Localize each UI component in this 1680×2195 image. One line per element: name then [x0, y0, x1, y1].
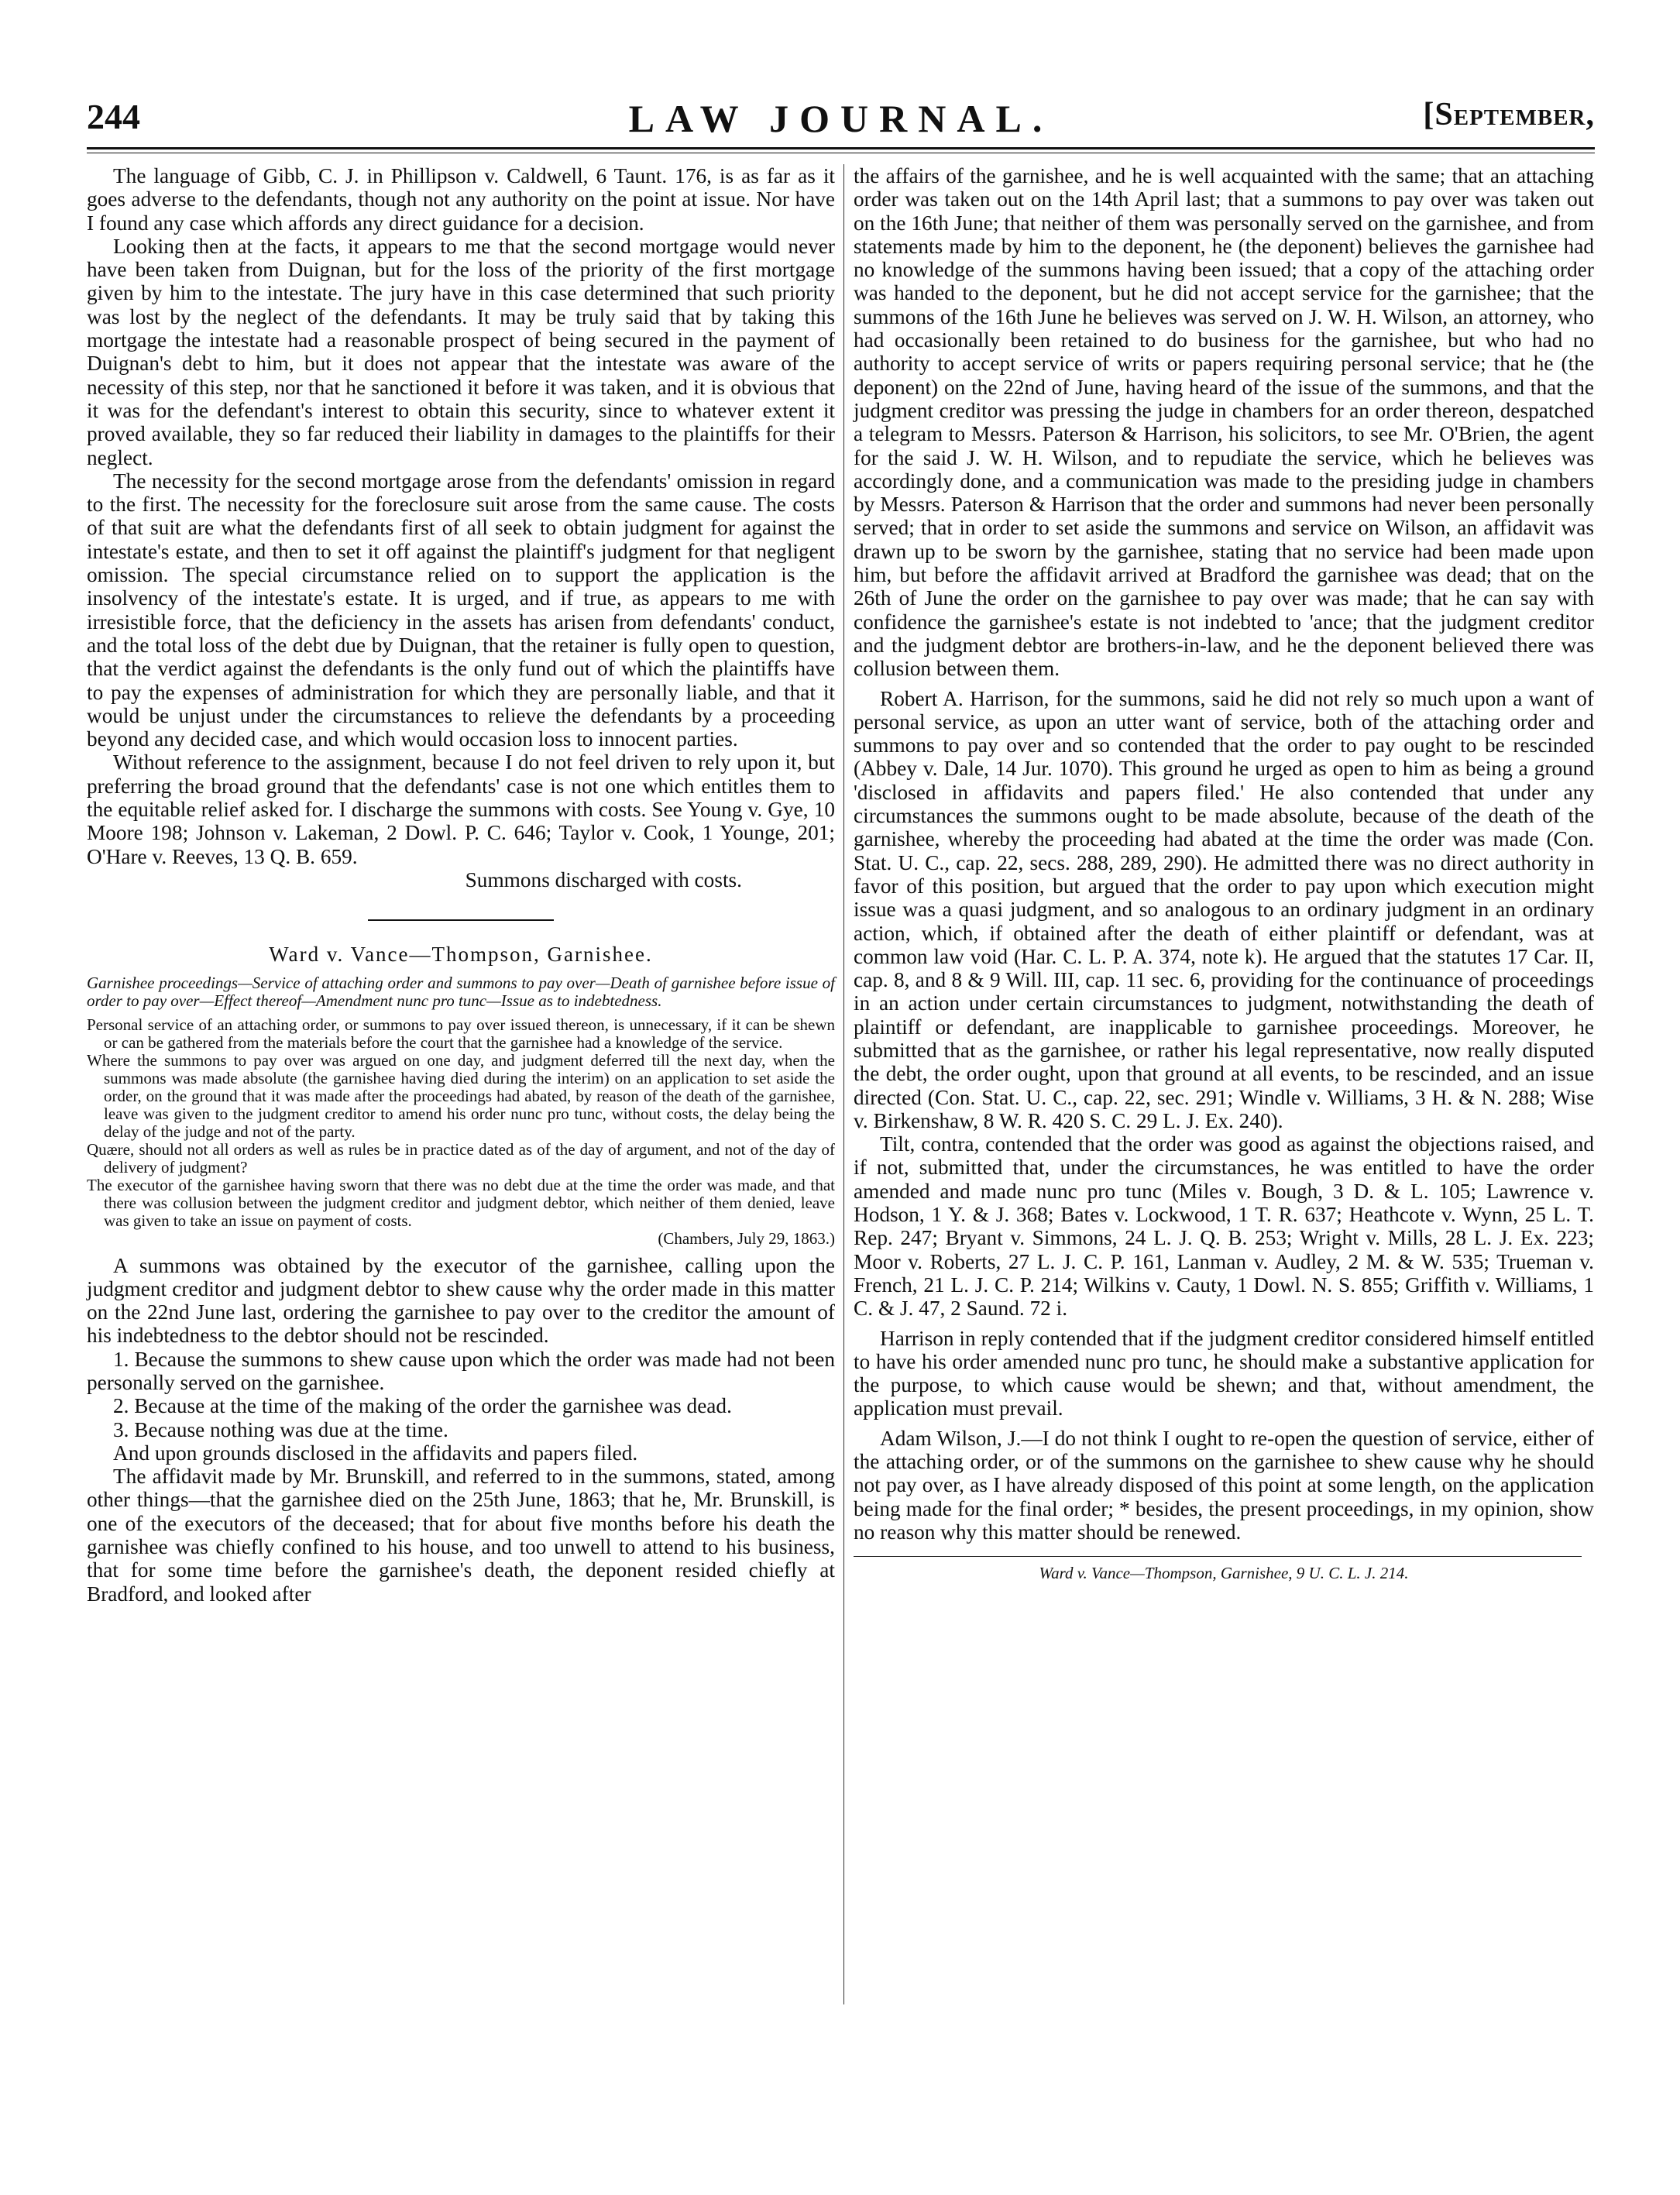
paragraph: The language of Gibb, C. J. in Phillipson v. Caldwell, 6 Taunt. 176, is as far as it goes adverse to the defendants, though not any authority on the point at issue. Nor have I found any case which affords any direct guidance for a decision.	[87, 164, 835, 235]
right-column	[854, 164, 1594, 1583]
paragraph: 2. Because at the time of the making of the order the garnishee was dead.	[113, 1394, 732, 1418]
journal-title: LAW JOURNAL.	[628, 97, 1053, 140]
head-note: Garnishee proceedings—Service of attaching order and summons to pay over—Death of garnishee before issue of order to pay over—Effect thereof—Amendment nunc pro tunc—Issue as to indebtedness.	[87, 973, 835, 1010]
header-month: [September,	[1423, 97, 1595, 132]
summons-discharged: Summons discharged with costs.	[465, 867, 742, 891]
page-number: 244	[87, 97, 140, 136]
paragraph: And upon grounds disclosed in the affidavits and papers filed.	[113, 1441, 638, 1465]
footnote: Ward v. Vance—Thompson, Garnishee, 9 U. C. L. J. 214.	[1039, 1564, 1409, 1583]
paragraph: Harrison in reply contended that if the judgment creditor considered himself entitled to have his order amended nunc pro tunc, he should make a substantive application for the purpose, to which cause would be shewn; and that, without amendment, the application must prevail.	[854, 1326, 1594, 1420]
paragraph: The affidavit made by Mr. Brunskill, and referred to in the summons, stated, among other things—that the garnishee died on the 25th June, 1863; that he, Mr. Brunskill, is one of the executors of the deceased; that for about five months before his death the garnishee was chiefly confined to his house, and too unwell to attend to his business, that for some time before the garnishee's death, the deponent resided chiefly at Bradford, and looked after	[87, 1465, 835, 1606]
syllabus-item: Where the summons to pay over was argued on one day, and judgment deferred till the next day, when the summons was made absolute (the garnishee having died during the interim) on an application to set aside the order, on the ground that it was made after the proceedings had abated, by reason of the death of the garnishee, leave was given to the judgment creditor to amend his order nunc pro tunc, without costs, the delay being the delay of the judge and not of the party.	[87, 1050, 835, 1141]
syllabus-item: Personal service of an attaching order, or summons to pay over issued thereon, is unnecessary, if it can be shewn or can be gathered from the materials before the court that the garnishee had a knowledge of the service.	[87, 1015, 835, 1052]
paragraph: Without reference to the assignment, because I do not feel driven to rely upon it, but preferring the broad ground that the defendants' case is not one which entitles them to the equitable relief asked for. I discharge the summons with costs. See Young v. Gye, 10 Moore 198; Johnson v. Lakeman, 2 Dowl. P. C. 646; Taylor v. Cook, 1 Younge, 201; O'Hare v. Reeves, 13 Q. B. 659.	[87, 751, 835, 868]
syllabus-item: Quære, should not all orders as well as rules be in practice dated as of the day of argument, and not of the day of delivery of judgment?	[87, 1139, 835, 1177]
paragraph: 1. Because the summons to shew cause upon which the order was made had not been personally served on the garnishee.	[87, 1347, 835, 1394]
page-header	[87, 96, 1595, 150]
paragraph: Looking then at the facts, it appears to me that the second mortgage would never have been taken from Duignan, but for the loss of the priority of the first mortgage given by him to the intestate. The jury have in this case determined that such priority was lost by the neglect of the defendants. It may be truly said that by taking this mortgage the intestate had a reasonable prospect of being secured in the payment of Duignan's debt to him, but it does not appear that the intestate was aware of the necessity of this step, nor that he sanctioned it before it was taken, and it is obvious that it was for the defendant's interest to obtain this security, since to whatever extent it proved available, they so far reduced their liability in damages to the plaintiffs for their neglect.	[87, 234, 835, 469]
paragraph: Adam Wilson, J.—I do not think I ought to re-open the question of service, either of the attaching order, or of the summons on the garnishee to shew cause why he should not pay over, as I have already disposed of this point at some length, on the application being made for the final order; * besides, the present proceedings, in my opinion, show no reason why this matter should be renewed.	[854, 1426, 1594, 1544]
column-divider	[843, 164, 844, 2004]
paragraph: the affairs of the garnishee, and he is well acquainted with the same; that an attaching order was taken out on the 14th April last; that a summons to pay over was taken out on the 16th June; that neither of them was personally served on the garnishee, and from statements made by him to the deponent, he (the deponent) believes the garnishee had no knowledge of the summons having been issued; that a copy of the attaching order was handed to the deponent, but he did not accept service for the garnishee; that the summons of the 16th June he believes was served on J. W. H. Wilson, an attorney, who had occasionally been retained to do business for the garnishee, but who had no authority to accept service of writs or papers requiring personal service; that he (the deponent) on the 22nd of June, having heard of the issue of the summons, and that the judgment creditor was pressing the judge in chambers for an order thereon, despatched a telegram to Messrs. Paterson & Harrison, his solicitors, to see Mr. O'Brien, the agent for the said J. W. H. Wilson, and to repudiate the service, which he believes was accordingly done, and a communication was made to the presiding judge in chambers by Messrs. Paterson & Harrison that the order and summons had never been personally served; that in order to set aside the summons and service on Wilson, an affidavit was drawn up to be sworn by the garnishee, stating that no service had been made upon him, but before the affidavit arrived at Bradford the garnishee was dead; that on the 26th of June the order on the garnishee to pay over was made; that he can say with confidence the garnishee's estate is not indebted to 'ance; that the judgment creditor and the judgment debtor are brothers-in-law, and he the deponent believed there was collusion between them.	[854, 164, 1594, 681]
paragraph: The necessity for the second mortgage arose from the defendants' omission in regard to the first. The necessity for the foreclosure suit arose from the same cause. The costs of that suit are what the defendants first of all seek to obtain judgment for against the intestate's estate, and then to set it off against the plaintiff's judgment for that negligent omission. The special circumstance relied on to support the application is the insolvency of the intestate's estate. It is urged, and if true, as appears to me with irresistible force, that the deficiency in the assets has arisen from defendants' conduct, and the total loss of the debt due by Duignan, that the retainer is fully open to question, that the verdict against the defendants is the only fund out of which the plaintiffs have to pay the expenses of administration for which they are personally liable, and that it would be unjust under the circumstances to relieve the defendants by a proceeding beyond any decided case, and which would occasion loss to innocent parties.	[87, 469, 835, 751]
paragraph: 3. Because nothing was due at the time.	[113, 1417, 448, 1441]
paragraph: Tilt, contra, contended that the order was good as against the objections raised, and if not, submitted that, under the circumstances, he was entitled to have the order amended and made nunc pro tunc (Miles v. Bough, 3 D. & L. 105; Lawrence v. Hodson, 1 Y. & J. 368; Bates v. Lockwood, 1 T. R. 637; Heathcote v. Wynn, 25 L. T. Rep. 247; Bryant v. Simmons, 24 L. J. Q. B. 253; Wright v. Mills, 28 L. J. Ex. 223; Moor v. Roberts, 27 L. J. C. P. 161, Lanman v. Audley, 2 M. & W. 535; Trueman v. French, 21 L. J. C. P. 214; Wilkins v. Cauty, 1 Dowl. N. S. 855; Griffith v. Williams, 1 C. & J. 47, 2 Saund. 72 i.	[854, 1132, 1594, 1321]
section-separator	[368, 919, 554, 921]
paragraph: Robert A. Harrison, for the summons, said he did not rely so much upon a want of personal service, as upon an utter want of service, both of the attaching order and summons to pay over and so contended that the order to pay ought to be rescinded (Abbey v. Dale, 14 Jur. 1070). This ground he urged as open to him as being a ground 'disclosed in affidavits and papers filed.' He also contended that under any circumstances the summons ought to be made absolute, because of the death of the garnishee, whereby the proceeding had abated at the time the order was made (Con. Stat. U. C., cap. 22, secs. 288, 289, 290). He admitted there was no direct authority in favor of this position, but argued that the order to pay upon which execution might issue was a quasi judgment, and so analogous to an ordinary judgment in an ordinary action, which, if obtained after the death of either plaintiff or defendant, was at common law void (Har. C. L. P. A. 374, note k). He argued that the statutes 17 Car. II, cap. 8, and 8 & 9 Will. III, cap. 11 sec. 6, providing for the continuance of proceedings in an action under certain circumstances to judgment, notwithstanding the death of plaintiff or defendant, are inapplicable to garnishee proceedings. Moreover, he submitted that as the garnishee, or rather his legal representative, now really disputed the debt, the order ought, upon that ground at all events, to be rescinded, and an issue directed (Con. Stat. U. C., cap. 22, sec. 291; Windle v. Williams, 3 H. & N. 288; Wise v. Birkenshaw, 8 W. R. 420 S. C. 29 L. J. Ex. 240).	[854, 686, 1594, 1132]
syllabus-citation: (Chambers, July 29, 1863.)	[658, 1228, 835, 1248]
case-title: Ward v. Vance—Thompson, Garnishee.	[269, 943, 653, 967]
footnote-rule	[854, 1556, 1582, 1557]
syllabus-item: The executor of the garnishee having sworn that there was no debt due at the time the order was made, and that there was collusion between the judgment creditor and judgment debtor, which neither of them denied, leave was given to take an issue on payment of costs.	[87, 1175, 835, 1230]
left-column	[87, 164, 835, 1606]
header-rule-thick	[87, 147, 1595, 149]
paragraph: A summons was obtained by the executor of the garnishee, calling upon the judgment creditor and judgment debtor to shew cause why the order made in this matter on the 22nd June last, ordering the garnishee to pay over to the creditor the amount of his indebtedness to the debtor should not be rescinded.	[87, 1253, 835, 1348]
